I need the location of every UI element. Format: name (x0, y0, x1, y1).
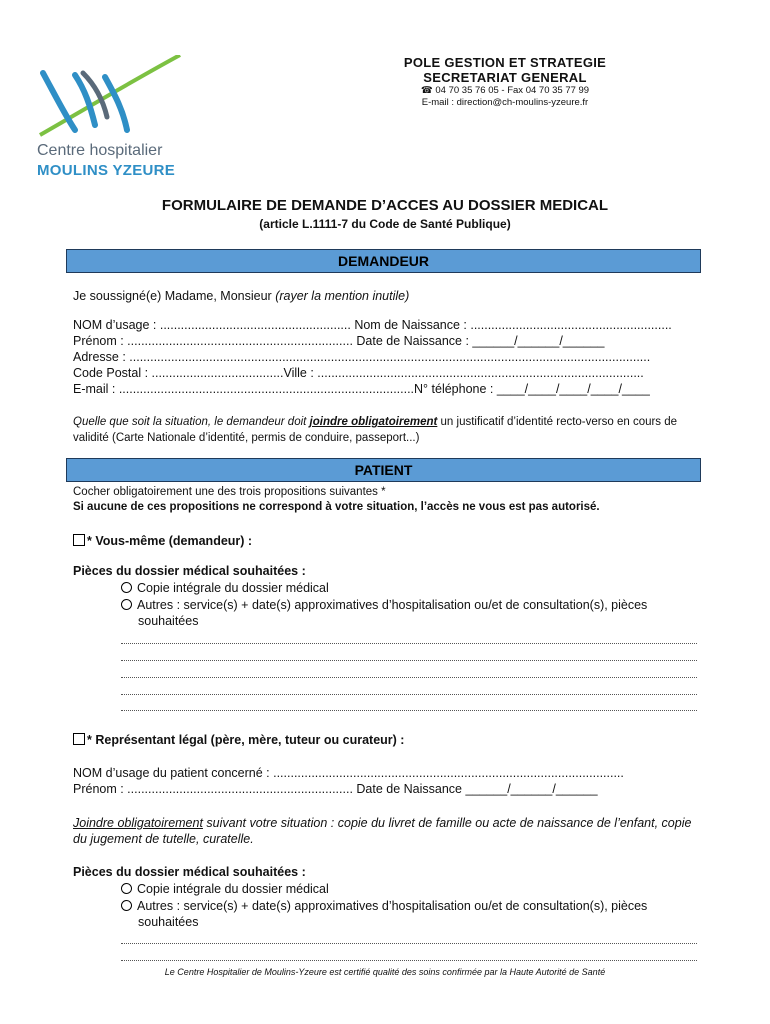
fill-line[interactable] (121, 942, 697, 944)
certification-footer: Le Centre Hospitalier de Moulins-Yzeure est certifié qualité des soins confirmée par la Haute Autorité de Santé (164, 967, 606, 977)
header-email: E-mail : direction@ch-moulins-yzeure.fr (421, 97, 589, 108)
logo-name-line1: Centre hospitalier (37, 142, 163, 159)
field-adresse[interactable]: Adresse : ...................................................................................................................................................... (73, 350, 651, 364)
demandeur-note-line1: Quelle que soit la situation, le demandeur doit joindre obligatoirement un justificatif d’identité recto-verso en cours de (73, 416, 678, 428)
radio-circle[interactable] (121, 883, 132, 894)
fill-line[interactable] (121, 693, 697, 695)
radio-circle[interactable] (121, 582, 132, 593)
field-nom-patient[interactable]: NOM d’usage du patient concerné : ..................................................................................................... (73, 766, 624, 780)
pieces-heading-1: Pièces du dossier médical souhaitées : (73, 564, 306, 578)
radio-circle[interactable] (121, 599, 132, 610)
checkbox-vous-meme[interactable] (73, 534, 85, 546)
field-nom-usage[interactable]: NOM d’usage : ....................................................... Nom de Naissance : .......................................................... (73, 318, 672, 332)
header-block (360, 55, 650, 109)
patient-cocher: Cocher obligatoirement une des trois propositions suivantes * (73, 486, 386, 498)
radio-autres-2[interactable]: Autres : service(s) + date(s) approximatives d’hospitalisation ou/et de consultation(s), pièces (121, 898, 701, 914)
fill-line[interactable] (121, 659, 697, 661)
radio-autres-1[interactable]: Autres : service(s) + date(s) approximatives d’hospitalisation ou/et de consultation(s), pièces (121, 597, 701, 613)
phone-icon: ☎ (420, 85, 433, 96)
field-code-postal-ville[interactable]: Code Postal : ......................................Ville : .............................................................................................. (73, 366, 644, 380)
fill-line[interactable] (121, 676, 697, 678)
form-title: FORMULAIRE DE DEMANDE D’ACCES AU DOSSIER MEDICAL (161, 197, 609, 214)
fill-line[interactable] (121, 959, 697, 961)
option-vous-meme[interactable]: * Vous-même (demandeur) : (73, 533, 703, 549)
pieces-heading-2: Pièces du dossier médical souhaitées : (73, 865, 306, 879)
header-secretariat: SECRETARIAT GENERAL (423, 70, 587, 85)
joindre-line2: du jugement de tutelle, curatelle. (73, 832, 254, 846)
field-email-telephone[interactable]: E-mail : .....................................................................................N° téléphone : ____/____/____/____/____ (73, 382, 650, 396)
section-patient-band: PATIENT (66, 458, 701, 482)
option-representant-legal[interactable]: * Représentant légal (père, mère, tuteur ou curateur) : (73, 732, 703, 748)
patient-warning: Si aucune de ces propositions ne correspond à votre situation, l’accès ne vous est pas autorisé. (73, 501, 600, 513)
joindre-line1: Joindre obligatoirement suivant votre situation : copie du livret de famille ou acte de naissance de l’enfant, copie (73, 816, 692, 830)
radio-copie-integrale-1[interactable]: Copie intégrale du dossier médical (121, 580, 701, 596)
checkbox-representant-legal[interactable] (73, 733, 85, 745)
form-subtitle: (article L.1111-7 du Code de Santé Publique) (259, 217, 511, 231)
demandeur-intro: Je soussigné(e) Madame, Monsieur (rayer la mention inutile) (73, 289, 410, 303)
logo-name-line2: MOULINS YZEURE (37, 162, 176, 179)
radio-circle[interactable] (121, 900, 132, 911)
autres-2-continuation: souhaitées (138, 915, 199, 929)
section-demandeur-band: DEMANDEUR (66, 249, 701, 273)
fill-line[interactable] (121, 709, 697, 711)
radio-copie-integrale-2[interactable]: Copie intégrale du dossier médical (121, 881, 701, 897)
header-department: POLE GESTION ET STRATEGIE (403, 55, 607, 70)
header-phone: ☎ 04 70 35 76 05 - Fax 04 70 35 77 99 (420, 85, 590, 96)
demandeur-note-line2: validité (Carte Nationale d’identité, permis de conduire, passeport...) (73, 432, 420, 444)
field-prenom[interactable]: Prénom : ................................................................. Date de Naissance : ______/______/______ (73, 334, 605, 348)
autres-1-continuation: souhaitées (138, 614, 199, 628)
fill-line[interactable] (121, 642, 697, 644)
field-prenom-patient[interactable]: Prénom : ................................................................. Date de Naissance ______/______/______ (73, 782, 598, 796)
